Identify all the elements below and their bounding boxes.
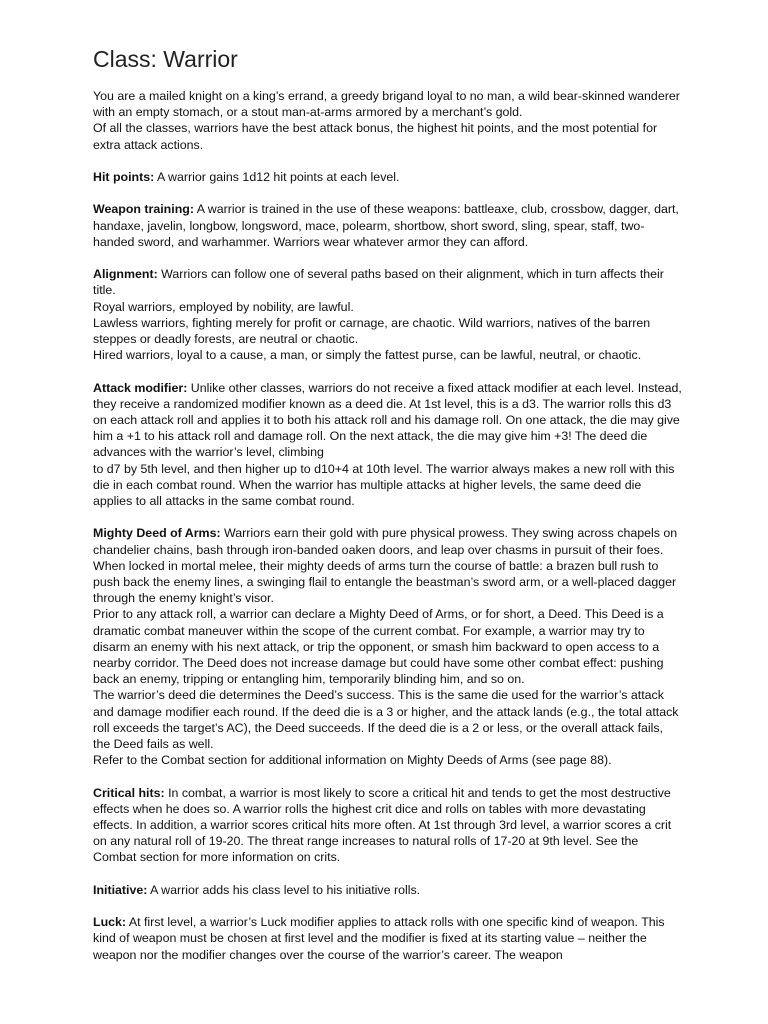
intro-section <box>93 88 683 153</box>
section-paragraph <box>93 525 683 606</box>
section-text: A warrior gains 1d12 hit points at each level. <box>157 170 400 184</box>
intro-paragraph: Of all the classes, warriors have the best attack bonus, the highest hit points, and the most potential for extra attack actions. <box>93 121 658 152</box>
section-paragraph <box>93 914 683 963</box>
section-hit-points <box>93 169 683 185</box>
section-paragraph <box>93 785 683 866</box>
section-initiative <box>93 882 683 898</box>
section-paragraph: The warrior’s deed die determines the Deed’s success. This is the same die used for the warrior’s attack and damage modifier each round. If the deed die is a 3 or higher, and the attack lands (e.g., the total attack roll exceeds the target’s AC), the Deed succeeds. If the deed die is a 2 or less, or the overall attack fails, the Deed fails as well. <box>93 688 679 752</box>
section-paragraph <box>93 380 683 461</box>
section-paragraph <box>93 266 683 298</box>
section-alignment <box>93 266 683 363</box>
section-text: A warrior is trained in the use of these weapons: battleaxe, club, crossbow, dagger, dart, handaxe, javelin, longbow, longsword, mace, polearm, shortbow, short sword, sling, spear, staff, two-handed sword, and warhammer. Warriors wear whatever armor they can afford. <box>93 202 679 249</box>
section-heading: Initiative: <box>93 882 148 897</box>
section-heading: Attack modifier: <box>93 380 188 395</box>
intro-paragraph: You are a mailed knight on a king’s errand, a greedy brigand loyal to no man, a wild bear-skinned wanderer with an empty stomach, or a stout man-at-arms armored by a merchant’s gold. <box>93 89 680 120</box>
section-luck <box>93 914 683 963</box>
section-text: Warriors can follow one of several paths based on their alignment, which in turn affects their title. <box>93 267 664 298</box>
section-paragraph: Refer to the Combat section for additional information on Mighty Deeds of Arms (see page 88). <box>93 753 612 768</box>
section-text: Warriors earn their gold with pure physical prowess. They swing across chapels on chandelier chains, bash through iron-banded oaken doors, and leap over chasms in pursuit of their foes. When locked in mortal melee, their mighty deeds of arms turn the course of battle: a brazen bull rush to push back the enemy lines, a swinging flail to entangle the beastman’s sword arm, or a well-placed dagger through the enemy knight’s visor. <box>93 526 678 606</box>
section-heading: Alignment: <box>93 267 158 282</box>
section-paragraph <box>93 169 683 185</box>
document-page <box>93 44 683 963</box>
section-text: A warrior adds his class level to his initiative rolls. <box>150 882 421 897</box>
section-paragraph: Hired warriors, loyal to a cause, a man, or simply the fattest purse, can be lawful, neutral, or chaotic. <box>93 348 642 363</box>
section-text: Unlike other classes, warriors do not receive a fixed attack modifier at each level. Instead, they receive a randomized modifier known as a deed die. At 1st level, this is a d3. The warrior rolls this d3 on each attack roll and applies it to both his attack roll and his damage roll. On one attack, the die may give him a +1 to his attack roll and damage roll. On the next attack, the die may give him +3! The deed die advances with the warrior’s level, climbing <box>93 380 682 460</box>
section-paragraph <box>93 201 683 250</box>
section-text: In combat, a warrior is most likely to score a critical hit and tends to get the most destructive effects when he does so. A warrior rolls the highest crit dice and rolls on tables with more devastating effects. In addition, a warrior scores critical hits more often. At 1st through 3rd level, a warrior scores a crit on any natural roll of 19-20. The threat range increases to natural rolls of 17-20 at 9th level. See the Combat section for more information on crits. <box>93 785 672 865</box>
section-mighty-deed-of-arms <box>93 525 683 768</box>
section-paragraph: Royal warriors, employed by nobility, are lawful. <box>93 299 354 314</box>
section-weapon-training <box>93 201 683 250</box>
section-critical-hits <box>93 785 683 866</box>
section-attack-modifier <box>93 380 683 510</box>
section-heading: Weapon training: <box>93 202 194 217</box>
section-text: At first level, a warrior’s Luck modifier applies to attack rolls with one specific kind of weapon. This kind of weapon must be chosen at first level and the modifier is fixed at its starting value – neither the weapon nor the modifier changes over the course of the warrior’s career. The weapon <box>93 915 665 962</box>
section-heading: Luck: <box>93 915 127 930</box>
section-heading: Hit points: <box>93 170 155 184</box>
section-paragraph: to d7 by 5th level, and then higher up to d10+4 at 10th level. The warrior always makes a new roll with this die in each combat round. When the warrior has multiple attacks at higher levels, the same deed die applies to all attacks in the same combat round. <box>93 461 675 509</box>
section-heading: Mighty Deed of Arms: <box>93 526 221 541</box>
page-title: Class: Warrior <box>93 46 238 72</box>
section-paragraph: Lawless warriors, fighting merely for profit or carnage, are chaotic. Wild warriors, natives of the barren steppes or deadly forests, are neutral or chaotic. <box>93 315 651 346</box>
section-paragraph: Prior to any attack roll, a warrior can declare a Mighty Deed of Arms, or for short, a Deed. This Deed is a dramatic combat maneuver within the scope of the current combat. For example, a warrior may try to disarm an enemy with his next attack, or trip the opponent, or smash him backward to open access to a nearby corridor. The Deed does not increase damage but could have some other combat effect: pushing back an enemy, tripping or entangling him, temporarily blinding him, and so on. <box>93 607 664 687</box>
section-paragraph <box>93 882 683 898</box>
section-heading: Critical hits: <box>93 785 165 800</box>
